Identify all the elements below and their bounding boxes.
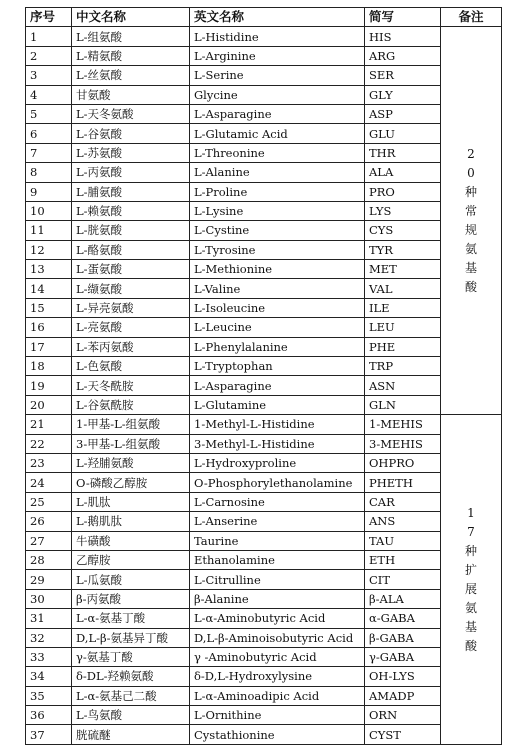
index-cell: 4	[26, 85, 72, 104]
chinese-name-cell: 3-甲基-L-组氨酸	[72, 434, 190, 453]
abbreviation-cell: 3-MEHIS	[365, 434, 441, 453]
table-row	[26, 357, 502, 376]
index-cell: 24	[26, 473, 72, 492]
chinese-name-cell: 胱硫醚	[72, 725, 190, 744]
index-cell: 15	[26, 298, 72, 317]
table-row	[26, 415, 502, 434]
table-row	[26, 201, 502, 220]
english-name-cell: L-Asparagine	[190, 104, 365, 123]
index-cell: 1	[26, 27, 72, 46]
chinese-name-cell: L-谷氨酰胺	[72, 395, 190, 414]
english-name-cell: L-α-Aminobutyric Acid	[190, 609, 365, 628]
abbreviation-cell: HIS	[365, 27, 441, 46]
index-cell: 13	[26, 260, 72, 279]
header-chinese-name: 中文名称	[72, 8, 190, 27]
chinese-name-cell: 乙醇胺	[72, 550, 190, 569]
index-cell: 5	[26, 104, 72, 123]
index-cell: 22	[26, 434, 72, 453]
chinese-name-cell: L-脯氨酸	[72, 182, 190, 201]
table-row	[26, 163, 502, 182]
abbreviation-cell: TAU	[365, 531, 441, 550]
index-cell: 3	[26, 66, 72, 85]
chinese-name-cell: L-酪氨酸	[72, 240, 190, 259]
abbreviation-cell: CYST	[365, 725, 441, 744]
table-row	[26, 550, 502, 569]
remark-text: 20种常规氨基酸	[464, 146, 477, 294]
chinese-name-cell: γ-氨基丁酸	[72, 647, 190, 666]
table-row	[26, 66, 502, 85]
chinese-name-cell: L-蛋氨酸	[72, 260, 190, 279]
header-row	[26, 8, 502, 27]
index-cell: 9	[26, 182, 72, 201]
chinese-name-cell: L-α-氨基丁酸	[72, 609, 190, 628]
index-cell: 25	[26, 492, 72, 511]
english-name-cell: L-Anserine	[190, 512, 365, 531]
chinese-name-cell: L-精氨酸	[72, 46, 190, 65]
abbreviation-cell: SER	[365, 66, 441, 85]
chinese-name-cell: L-羟脯氨酸	[72, 453, 190, 472]
chinese-name-cell: L-谷氨酸	[72, 124, 190, 143]
abbreviation-cell: CYS	[365, 221, 441, 240]
header-abbreviation: 简写	[365, 8, 441, 27]
index-cell: 7	[26, 143, 72, 162]
table-row	[26, 609, 502, 628]
abbreviation-cell: ARG	[365, 46, 441, 65]
chinese-name-cell: L-鸟氨酸	[72, 706, 190, 725]
table-row	[26, 706, 502, 725]
english-name-cell: L-Proline	[190, 182, 365, 201]
abbreviation-cell: OH-LYS	[365, 667, 441, 686]
table-row	[26, 318, 502, 337]
chinese-name-cell: β-丙氨酸	[72, 589, 190, 608]
abbreviation-cell: ALA	[365, 163, 441, 182]
english-name-cell: D,L-β-Aminoisobutyric Acid	[190, 628, 365, 647]
abbreviation-cell: CIT	[365, 570, 441, 589]
chinese-name-cell: L-胱氨酸	[72, 221, 190, 240]
abbreviation-cell: GLN	[365, 395, 441, 414]
index-cell: 14	[26, 279, 72, 298]
abbreviation-cell: ORN	[365, 706, 441, 725]
abbreviation-cell: α-GABA	[365, 609, 441, 628]
index-cell: 37	[26, 725, 72, 744]
index-cell: 32	[26, 628, 72, 647]
chinese-name-cell: 甘氨酸	[72, 85, 190, 104]
table-row	[26, 124, 502, 143]
remark-text: 17种扩展氨基酸	[464, 505, 477, 653]
table-row	[26, 492, 502, 511]
table-row	[26, 725, 502, 744]
chinese-name-cell: L-苏氨酸	[72, 143, 190, 162]
table-row	[26, 298, 502, 317]
chinese-name-cell: δ-DL-羟赖氨酸	[72, 667, 190, 686]
english-name-cell: L-Leucine	[190, 318, 365, 337]
chinese-name-cell: L-丝氨酸	[72, 66, 190, 85]
abbreviation-cell: TRP	[365, 357, 441, 376]
english-name-cell: γ -Aminobutyric Acid	[190, 647, 365, 666]
abbreviation-cell: ANS	[365, 512, 441, 531]
chinese-name-cell: L-α-氨基己二酸	[72, 686, 190, 705]
index-cell: 16	[26, 318, 72, 337]
index-cell: 33	[26, 647, 72, 666]
index-cell: 23	[26, 453, 72, 472]
abbreviation-cell: ETH	[365, 550, 441, 569]
english-name-cell: L-Histidine	[190, 27, 365, 46]
english-name-cell: 1-Methyl-L-Histidine	[190, 415, 365, 434]
english-name-cell: L-Isoleucine	[190, 298, 365, 317]
chinese-name-cell: L-天冬氨酸	[72, 104, 190, 123]
index-cell: 21	[26, 415, 72, 434]
chinese-name-cell: L-组氨酸	[72, 27, 190, 46]
index-cell: 27	[26, 531, 72, 550]
english-name-cell: Ethanolamine	[190, 550, 365, 569]
abbreviation-cell: β-GABA	[365, 628, 441, 647]
table-row	[26, 337, 502, 356]
index-cell: 26	[26, 512, 72, 531]
english-name-cell: L-Hydroxyproline	[190, 453, 365, 472]
table-row	[26, 260, 502, 279]
english-name-cell: L-Tryptophan	[190, 357, 365, 376]
english-name-cell: L-Glutamic Acid	[190, 124, 365, 143]
english-name-cell: L-Serine	[190, 66, 365, 85]
abbreviation-cell: ASN	[365, 376, 441, 395]
english-name-cell: Cystathionine	[190, 725, 365, 744]
table-row	[26, 279, 502, 298]
english-name-cell: L-Valine	[190, 279, 365, 298]
table-row	[26, 395, 502, 414]
table-row	[26, 512, 502, 531]
table-body	[26, 27, 502, 744]
english-name-cell: δ-D,L-Hydroxylysine	[190, 667, 365, 686]
table-row	[26, 143, 502, 162]
abbreviation-cell: MET	[365, 260, 441, 279]
index-cell: 20	[26, 395, 72, 414]
chinese-name-cell: 1-甲基-L-组氨酸	[72, 415, 190, 434]
chinese-name-cell: D,L-β-氨基异丁酸	[72, 628, 190, 647]
table-row	[26, 570, 502, 589]
english-name-cell: Taurine	[190, 531, 365, 550]
english-name-cell: L-Ornithine	[190, 706, 365, 725]
table-row	[26, 453, 502, 472]
table-row	[26, 27, 502, 46]
table-row	[26, 647, 502, 666]
abbreviation-cell: ILE	[365, 298, 441, 317]
chinese-name-cell: L-丙氨酸	[72, 163, 190, 182]
english-name-cell: L-Alanine	[190, 163, 365, 182]
index-cell: 8	[26, 163, 72, 182]
index-cell: 19	[26, 376, 72, 395]
table-row	[26, 667, 502, 686]
index-cell: 11	[26, 221, 72, 240]
english-name-cell: L-Citrulline	[190, 570, 365, 589]
chinese-name-cell: L-鹅肌肽	[72, 512, 190, 531]
chinese-name-cell: L-缬氨酸	[72, 279, 190, 298]
index-cell: 12	[26, 240, 72, 259]
abbreviation-cell: OHPRO	[365, 453, 441, 472]
table-row	[26, 473, 502, 492]
table-row	[26, 434, 502, 453]
abbreviation-cell: ASP	[365, 104, 441, 123]
abbreviation-cell: LEU	[365, 318, 441, 337]
index-cell: 18	[26, 357, 72, 376]
english-name-cell: L-Tyrosine	[190, 240, 365, 259]
table-row	[26, 104, 502, 123]
header-english-name: 英文名称	[190, 8, 365, 27]
index-cell: 30	[26, 589, 72, 608]
table-row	[26, 240, 502, 259]
english-name-cell: L-Threonine	[190, 143, 365, 162]
table-row	[26, 182, 502, 201]
english-name-cell: 3-Methyl-L-Histidine	[190, 434, 365, 453]
english-name-cell: Glycine	[190, 85, 365, 104]
chinese-name-cell: L-色氨酸	[72, 357, 190, 376]
abbreviation-cell: VAL	[365, 279, 441, 298]
abbreviation-cell: CAR	[365, 492, 441, 511]
english-name-cell: L-Cystine	[190, 221, 365, 240]
abbreviation-cell: γ-GABA	[365, 647, 441, 666]
abbreviation-cell: GLU	[365, 124, 441, 143]
index-cell: 6	[26, 124, 72, 143]
table-row	[26, 628, 502, 647]
english-name-cell: β-Alanine	[190, 589, 365, 608]
remark-conventional-group	[441, 27, 502, 415]
english-name-cell: L-α-Aminoadipic Acid	[190, 686, 365, 705]
abbreviation-cell: THR	[365, 143, 441, 162]
chinese-name-cell: L-肌肽	[72, 492, 190, 511]
abbreviation-cell: GLY	[365, 85, 441, 104]
chinese-name-cell: L-亮氨酸	[72, 318, 190, 337]
chinese-name-cell: L-异亮氨酸	[72, 298, 190, 317]
index-cell: 31	[26, 609, 72, 628]
table-row	[26, 46, 502, 65]
abbreviation-cell: LYS	[365, 201, 441, 220]
chinese-name-cell: L-赖氨酸	[72, 201, 190, 220]
index-cell: 17	[26, 337, 72, 356]
chinese-name-cell: L-天冬酰胺	[72, 376, 190, 395]
table-row	[26, 376, 502, 395]
amino-acid-table	[25, 7, 502, 745]
abbreviation-cell: AMADP	[365, 686, 441, 705]
chinese-name-cell: 牛磺酸	[72, 531, 190, 550]
english-name-cell: L-Arginine	[190, 46, 365, 65]
chinese-name-cell: L-苯丙氨酸	[72, 337, 190, 356]
table-row	[26, 221, 502, 240]
abbreviation-cell: 1-MEHIS	[365, 415, 441, 434]
english-name-cell: L-Lysine	[190, 201, 365, 220]
english-name-cell: O-Phosphorylethanolamine	[190, 473, 365, 492]
abbreviation-cell: PHETH	[365, 473, 441, 492]
english-name-cell: L-Carnosine	[190, 492, 365, 511]
abbreviation-cell: β-ALA	[365, 589, 441, 608]
english-name-cell: L-Asparagine	[190, 376, 365, 395]
english-name-cell: L-Methionine	[190, 260, 365, 279]
header-index: 序号	[26, 8, 72, 27]
index-cell: 10	[26, 201, 72, 220]
table-row	[26, 686, 502, 705]
chinese-name-cell: O-磷酸乙醇胺	[72, 473, 190, 492]
header-remark: 备注	[441, 8, 502, 27]
english-name-cell: L-Phenylalanine	[190, 337, 365, 356]
abbreviation-cell: PRO	[365, 182, 441, 201]
index-cell: 34	[26, 667, 72, 686]
index-cell: 28	[26, 550, 72, 569]
abbreviation-cell: TYR	[365, 240, 441, 259]
chinese-name-cell: L-瓜氨酸	[72, 570, 190, 589]
table-row	[26, 85, 502, 104]
remark-extended-group	[441, 415, 502, 745]
english-name-cell: L-Glutamine	[190, 395, 365, 414]
table-row	[26, 589, 502, 608]
index-cell: 29	[26, 570, 72, 589]
abbreviation-cell: PHE	[365, 337, 441, 356]
index-cell: 36	[26, 706, 72, 725]
amino-acid-table-container	[25, 7, 502, 745]
table-row	[26, 531, 502, 550]
index-cell: 35	[26, 686, 72, 705]
index-cell: 2	[26, 46, 72, 65]
